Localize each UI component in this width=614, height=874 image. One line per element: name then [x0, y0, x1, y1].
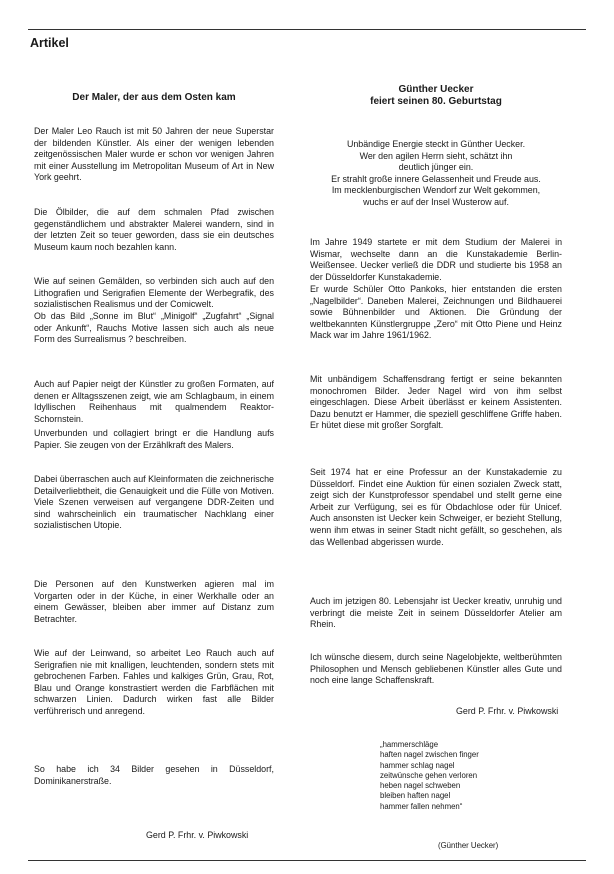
- left-paragraph-4: Ob das Bild „Sonne im Blut“ „Minigolf“ „Zugfahrt“ „Signal oder Ankunft“, Rauchs Motive lassen sich auch als neue Form des Surrealismus ? beschreiben.: [34, 311, 274, 345]
- poem-line: heben nagel schweben: [380, 781, 461, 791]
- right-paragraph-2: Er wurde Schüler Otto Pankoks, hier entstanden die ersten „Nagelbilder“. Daneben Malerei, Zeichnungen und Bildhauerei sowie Bühnenbilder und Aktionen. Die Gründung der weltbekannten Künstlergruppe „Zero“ mit Otto Piene und Heinz Mack war im Jahre 1961/1962.: [310, 284, 562, 341]
- left-article-title: Der Maler, der aus dem Osten kam: [72, 92, 236, 103]
- left-paragraph-9: Wie auf der Leinwand, so arbeitet Leo Rauch auch auf Serigrafien nie mit knalligen, leuchtenden, sondern stets mit gebrochenen Farben. Fahles und kalkiges Grün, Grau, Rot, Blau und Orange konstrastiert werden die Farbflächen mit schwarzen Linien. Dadurch wirken fast alle Bilder verführerisch und anregend.: [34, 648, 274, 716]
- right-intro-line: Unbändige Energie steckt in Günther Uecker.: [346, 139, 526, 149]
- left-paragraph-5: Auch auf Papier neigt der Künstler zu großen Formaten, auf denen er Alltagsszenen zeigt, wie am Schlagbaum, in einem Idyllischen Reihenhaus mit qualmendem Reaktor-Schornstein.: [34, 379, 274, 424]
- left-paragraph-8: Die Personen auf den Kunstwerken agieren mal im Vorgarten oder in der Küche, in einer Werkhalle oder an einem Gewässer, bleiben aber immer auf Distanz zum Betrachter.: [34, 579, 274, 624]
- right-title-line-2: feiert seinen 80. Geburtstag: [370, 96, 502, 107]
- right-intro-line: Wer den agilen Herrn sieht, schätzt ihn: [359, 150, 513, 161]
- poem-line: hammer schlag nagel: [380, 760, 455, 770]
- right-paragraph-1: Im Jahre 1949 startete er mit dem Studium der Malerei in Wismar, wechselte dann an die Kunstakademie Berlin-Weißensee. Uecker verließ die DDR und studierte bis 1958 an der Düsseldorfer Kunstakademie.: [310, 237, 562, 282]
- right-paragraph-3: Mit unbändigem Schaffensdrang fertigt er seine bekannten monochromen Bilder. Jeder Nagel wird von ihm selbst eingeschlagen. Diese Arbeit überlässt er keinem Assistenten. Dazu benutzt er Hammer, die speziell geschliffene Griffe haben. Er hütet diese mit großer Sorgfalt.: [310, 374, 562, 431]
- right-paragraph-4: Seit 1974 hat er eine Professur an der Kunstakademie zu Düsseldorf. Findet eine Auktion für einen sozialen Zweck statt, zeigt sich der Kunstprofessor spendabel und stellt gerne eine Arbeit zur Verfügung, sei es für Obdachlose oder für Unicef. Auch ansonsten ist Uecker kein Schweiger, er bezieht Stellung, wenn ihm etwas in seiner Stadt nicht gefällt, so geschehen, als das Wellenbad abgerissen wurde.: [310, 467, 562, 547]
- right-signature: Gerd P. Frhr. v. Piwkowski: [456, 706, 559, 716]
- right-paragraph-6: Ich wünsche diesem, durch seine Nagelobjekte, weltberühmten Philosophen und Mensch gebliebenen Künstler alles Gute und noch eine lange Schaffenskraft.: [310, 652, 562, 686]
- left-paragraph-10: So habe ich 34 Bilder gesehen in Düsseldorf, Dominikanerstraße.: [34, 764, 274, 786]
- poem-line: zeitwünsche gehen verloren: [380, 770, 478, 780]
- left-paragraph-6: Unverbunden und collagiert bringt er die Handlung aufs Papier. Sie zeugen von der Erzählkraft des Malers.: [34, 428, 274, 450]
- right-intro-line: deutlich jünger ein.: [398, 162, 474, 173]
- poem-author: (Günther Uecker): [438, 841, 499, 850]
- left-paragraph-2: Die Ölbilder, die auf dem schmalen Pfad zwischen gegenständlichem und abstrakter Malerei wandern, sind in der letzten Zeit so teuer geworden, dass sie ein deutsches Museum kaum noch bezahlen kann.: [34, 207, 274, 252]
- right-paragraph-5: Auch im jetzigen 80. Lebensjahr ist Uecker kreativ, unruhig und verbringt die meiste Zeit in seinem Düsseldorfer Atelier am Rhein.: [310, 596, 562, 630]
- section-label: Artikel: [30, 36, 69, 50]
- left-paragraph-7: Dabei überraschen auch auf Kleinformaten die zeichnerische Detailverliebtheit, die Genauigkeit und die Fülle von Motiven. Viele Szenen verweisen auf vergangene DDR-Zeiten und sind wahrscheinlich ein traumatischer Nachklang einer sozialistischen Utopie.: [34, 474, 274, 531]
- right-intro-line: wuchs er auf der Insel Wusterow auf.: [363, 196, 509, 207]
- poem-line: „hammerschläge: [380, 740, 439, 749]
- left-paragraph-3: Wie auf seinen Gemälden, so verbinden sich auch auf den Lithografien und Serigrafien Elemente der Werbegrafik, des sozialistischen Realismus und der Comicwelt.: [34, 276, 274, 310]
- left-paragraph-1: Der Maler Leo Rauch ist mit 50 Jahren der neue Superstar der bildenden Künstler. Als einer der wenigen lebenden zeitgenössischen Maler wurde er schon vor wenigen Jahren mit einer Ausstellung im Metropolitan Museum of Art in New York geehrt.: [34, 126, 274, 183]
- poem-line: haften nagel zwischen finger: [380, 750, 479, 760]
- right-intro-line: Im mecklenburgischen Wendorf zur Welt gekommen,: [331, 185, 541, 196]
- poem-line: bleiben haften nagel: [380, 791, 451, 801]
- poem: [380, 740, 560, 812]
- top-rule: [28, 29, 586, 30]
- right-intro-line: Er strahlt große innere Gelassenheit und Freude aus.: [331, 173, 541, 184]
- right-article-title: [310, 84, 562, 108]
- right-intro: [310, 139, 562, 209]
- left-signature: Gerd P. Frhr. v. Piwkowski: [146, 830, 249, 840]
- bottom-rule: [28, 860, 586, 861]
- right-title-line-1: Günther Uecker: [398, 84, 474, 95]
- poem-line: hammer fallen nehmen“: [380, 801, 463, 811]
